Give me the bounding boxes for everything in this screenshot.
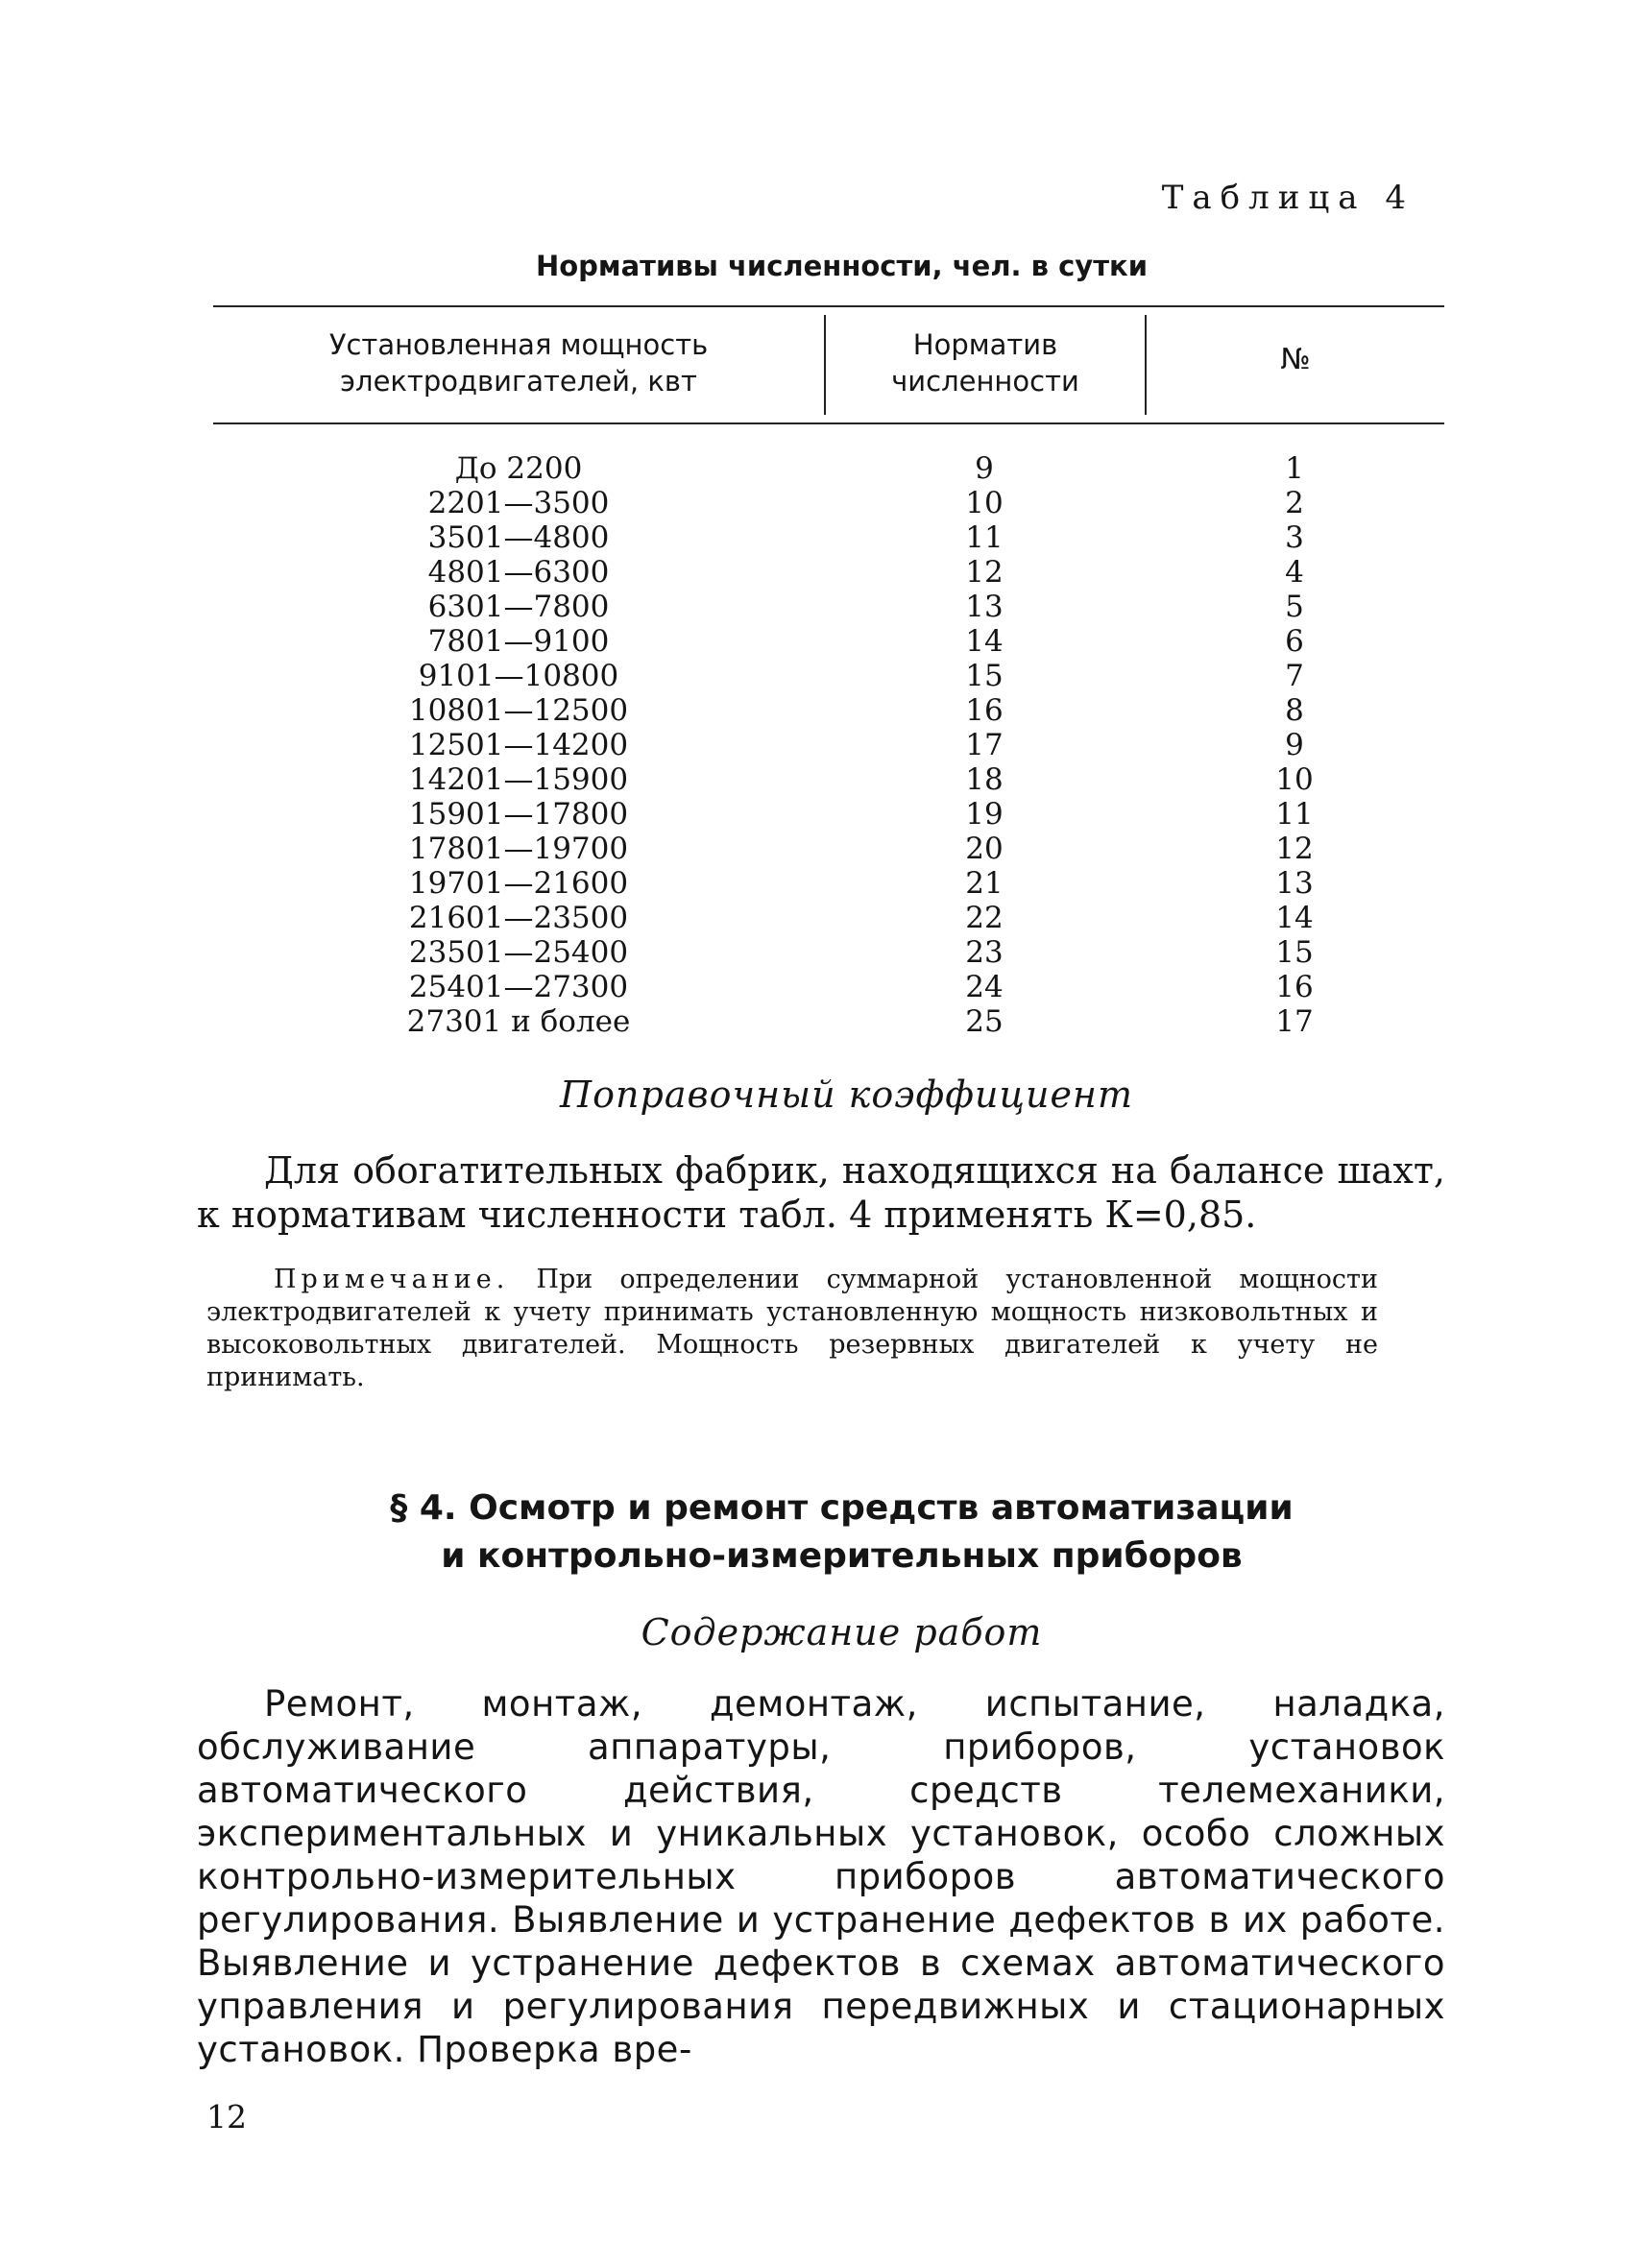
cell-number: 10 [1275, 762, 1314, 797]
cell-number: 13 [1275, 866, 1314, 901]
cell-number: 9 [1285, 728, 1304, 762]
header-number: № [1280, 343, 1311, 376]
cell-power: 12501—14200 [408, 728, 629, 762]
cell-number: 15 [1275, 935, 1314, 970]
table-row [213, 451, 1444, 486]
table-body [213, 451, 1444, 1039]
cell-power: 2201—3500 [427, 486, 610, 520]
cell-number: 16 [1275, 970, 1314, 1004]
correction-heading: Поправочный коэффициент [560, 1074, 1133, 1116]
cell-norm: 17 [965, 728, 1004, 762]
cell-norm: 23 [965, 935, 1004, 970]
cell-number: 12 [1275, 832, 1314, 866]
cell-number: 7 [1285, 659, 1304, 693]
header-norm-line1: Норматив [912, 328, 1058, 361]
cell-norm: 14 [965, 624, 1004, 659]
cell-norm: 11 [965, 520, 1004, 555]
cell-norm: 24 [965, 970, 1004, 1004]
table-row [213, 486, 1444, 520]
cell-norm: 9 [975, 451, 994, 486]
table-row [213, 866, 1444, 901]
note-text: При определении суммарной установленной мощности электродвигателей к учету принимать установленную мощность низковольтных и высоковольтных двигателей. Мощность резервных двигателей к учету не принимать. [206, 1265, 1378, 1392]
table-row [213, 1004, 1444, 1039]
note-lead: Примечание. [274, 1265, 510, 1294]
cell-norm: 20 [965, 832, 1004, 866]
page-number: 12 [206, 2098, 247, 2135]
header-power-line1: Установленная мощность [328, 328, 709, 361]
cell-power: 3501—4800 [427, 520, 610, 555]
cell-norm: 15 [965, 659, 1004, 693]
cell-number: 17 [1275, 1004, 1314, 1039]
table-row [213, 659, 1444, 693]
cell-norm: 16 [965, 693, 1004, 728]
correction-paragraph: Для обогатительных фабрик, находящихся на балансе шахт, к нормативам численности табл. 4 применять К=0,85. [197, 1149, 1445, 1236]
cell-power: 15901—17800 [408, 797, 629, 832]
cell-number: 1 [1285, 451, 1304, 486]
cell-power: 23501—25400 [408, 935, 629, 970]
cell-power: 6301—7800 [427, 590, 610, 624]
cell-norm: 25 [965, 1004, 1004, 1039]
table-header-rule [213, 422, 1444, 424]
work-heading: Содержание работ [641, 1611, 1043, 1653]
table-row [213, 762, 1444, 797]
header-norm [826, 326, 1145, 399]
table-row [213, 901, 1444, 935]
note-paragraph [206, 1264, 1378, 1394]
table-row [213, 728, 1444, 762]
header-norm-line2: численности [891, 365, 1079, 398]
cell-power: 25401—27300 [408, 970, 629, 1004]
cell-power: 17801—19700 [408, 832, 629, 866]
table-row [213, 797, 1444, 832]
table-label: Таблица 4 [1161, 179, 1415, 217]
cell-power: До 2200 [454, 451, 583, 486]
cell-norm: 18 [965, 762, 1004, 797]
cell-power: 9101—10800 [418, 659, 619, 693]
section-title [0, 1484, 1645, 1580]
cell-norm: 13 [965, 590, 1004, 624]
cell-norm: 10 [965, 486, 1004, 520]
work-paragraph: Ремонт, монтаж, демонтаж, испытание, наладка, обслуживание аппаратуры, приборов, установок автоматического действия, средств телемеханики, экспериментальных и уникальных установок, особо сложных контрольно-измерительных приборов автоматического регулирования. Выявление и устранение дефектов в их работе. Выявление и устранение дефектов в схемах автоматического управления и регулирования передвижных и стационарных установок. Проверка вре- [197, 1683, 1445, 2070]
cell-norm: 19 [965, 797, 1004, 832]
cell-norm: 22 [965, 901, 1004, 935]
cell-number: 3 [1285, 520, 1304, 555]
cell-power: 7801—9100 [427, 624, 610, 659]
cell-number: 11 [1275, 797, 1314, 832]
header-power [213, 326, 824, 399]
section-title-line1: § 4. Осмотр и ремонт средств автоматизации [390, 1488, 1294, 1528]
cell-power: 27301 и более [406, 1004, 631, 1039]
table-row [213, 520, 1444, 555]
cell-norm: 12 [965, 555, 1004, 590]
table-row [213, 624, 1444, 659]
cell-number: 8 [1285, 693, 1304, 728]
cell-norm: 21 [965, 866, 1004, 901]
cell-power: 19701—21600 [408, 866, 629, 901]
cell-power: 4801—6300 [427, 555, 610, 590]
table-row [213, 555, 1444, 590]
cell-power: 10801—12500 [408, 693, 629, 728]
table-row [213, 590, 1444, 624]
cell-number: 14 [1275, 901, 1314, 935]
cell-number: 2 [1285, 486, 1304, 520]
section-title-line2: и контрольно-измерительных приборов [441, 1536, 1243, 1576]
table-row [213, 935, 1444, 970]
cell-number: 4 [1285, 555, 1304, 590]
table-top-rule [213, 305, 1444, 307]
cell-number: 5 [1285, 590, 1304, 624]
cell-number: 6 [1285, 624, 1304, 659]
cell-power: 21601—23500 [408, 901, 629, 935]
table-row [213, 693, 1444, 728]
header-power-line2: электродвигателей, квт [340, 365, 697, 398]
table-row [213, 970, 1444, 1004]
table-caption: Нормативы численности, чел. в сутки [535, 250, 1149, 282]
table-row [213, 832, 1444, 866]
cell-power: 14201—15900 [408, 762, 629, 797]
